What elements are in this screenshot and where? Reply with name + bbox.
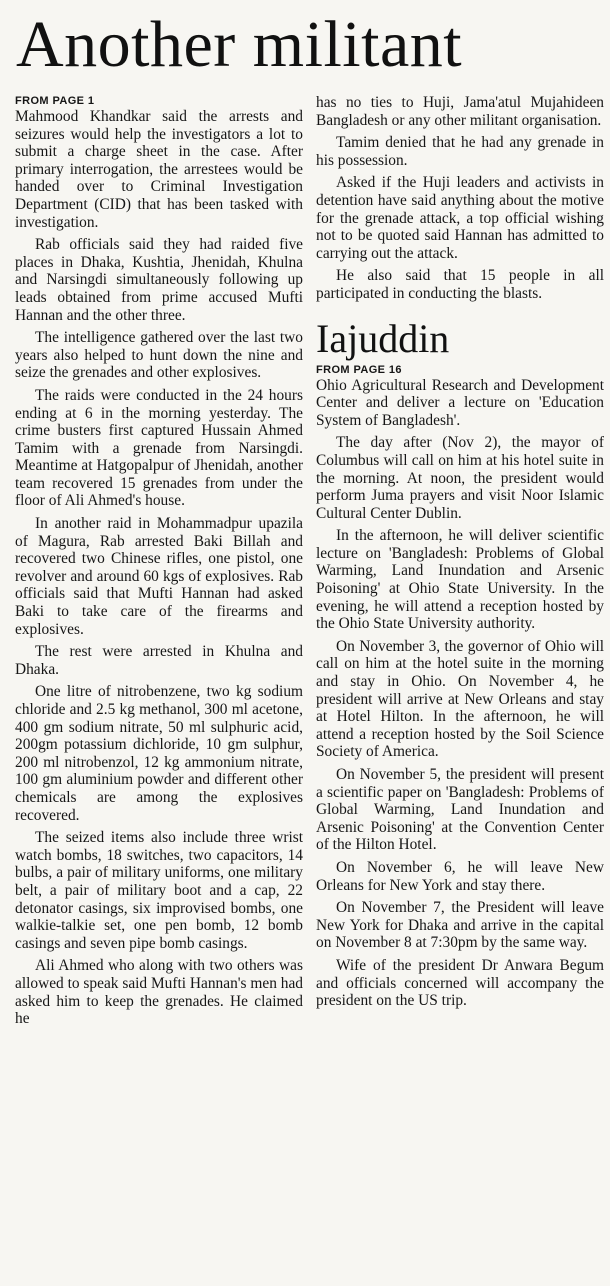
article-continuation: has no ties to Huji, Jama'atul Mujahideen Bangladesh or any other militant organisation. [316, 94, 604, 129]
article-paragraph: He also said that 15 people in all participated in conducting the blasts. [316, 267, 604, 302]
jump-kicker: FROM PAGE 16 [316, 363, 402, 376]
article-paragraph: On November 3, the governor of Ohio will call on him at the hotel suite in the morning and stay in Ohio. On November 4, he president will arrive at New Orleans and stay at Hotel Hilton. In the afternoon, he will attend a reception hosted by the Soil Science Society of America. [316, 637, 604, 761]
article-paragraph: Asked if the Huji leaders and activists in detention have said anything about the motive for the grenade attack, a top official wishing not to be quoted said Hannan has admitted to carrying out the attack. [316, 174, 604, 262]
left-column [15, 94, 303, 1033]
jump-kicker: FROM PAGE 1 [15, 95, 95, 107]
article-paragraph: Wife of the president Dr Anwara Begum and officials concerned will accompany the president on the US trip. [316, 956, 604, 1010]
headline: Another militant [16, 8, 463, 81]
article-paragraph: In the afternoon, he will deliver scientific lecture on 'Bangladesh: Problems of Global Warming, Land Inundation and Arsenic Poisoning' at Ohio State University. In the evening, he will attend a reception hosted by the Ohio State University authority. [316, 527, 604, 633]
article-paragraph: One litre of nitrobenzene, two kg sodium chloride and 2.5 kg methanol, 300 ml acetone, 400 gm sodium nitrate, 50 ml sulphuric acid, 200gm potassium dichloride, 10 gm sulphur, 200 ml nitrobenzol, 12 kg ammonium nitrate, 100 gm aluminium powder and different other chemicals are among the explosives recovered. [15, 683, 303, 824]
article-paragraph: The day after (Nov 2), the mayor of Columbus will call on him at his hotel suite in the morning. At noon, the president would perform Juma prayers and visit Noor Islamic Cultural Center Dublin. [316, 434, 604, 522]
article-paragraph: In another raid in Mohammadpur upazila of Magura, Rab arrested Baki Billah and recovered two Chinese rifles, one pistol, one revolver and around 60 kgs of explosives. Rab officials said that Mufti Hannan had asked Baki to take care of the firearms and explosives. [15, 515, 303, 638]
right-column [316, 94, 604, 1015]
article-paragraph: The seized items also include three wrist watch bombs, 18 switches, two capacitors, 14 bulbs, a pair of military uniforms, one military belt, a pair of military boot and a cap, 22 detonator casings, six improvised bombs, one walkie-talkie set, one pen bomb, 12 bomb casings and seven pipe bomb casings. [15, 829, 303, 952]
article-continuation: Ohio Agricultural Research and Development Center and deliver a lecture on 'Education System of Bangladesh'. [316, 376, 604, 429]
article-paragraph: Tamim denied that he had any grenade in his possession. [316, 134, 604, 169]
article-paragraph: On November 5, the president will present a scientific paper on 'Bangladesh: Problems of Global Warming, Land Inundation and Arsenic Poisoning' at the Convention Center of the Hilton Hotel. [316, 766, 604, 854]
article-paragraph: On November 6, he will leave New Orleans for New York and stay there. [316, 858, 604, 894]
article-paragraph: Rab officials said they had raided five places in Dhaka, Kushtia, Jhenidah, Khulna and Narsingdi simultaneously following up leads obtained from prime accused Mufti Hannan and the other three. [15, 236, 303, 324]
article-paragraph: The rest were arrested in Khulna and Dhaka. [15, 643, 303, 678]
article-paragraph: The intelligence gathered over the last two years also helped to hunt down the nine and seize the grenades and other explosives. [15, 329, 303, 382]
article-paragraph: Ali Ahmed who along with two others was allowed to speak said Mufti Hannan's men had asked him to keep the grenades. He claimed he [15, 957, 303, 1028]
article-paragraph: The raids were conducted in the 24 hours ending at 6 in the morning yesterday. The crime busters first captured Hussain Ahmed Tamim with a grenade from Narsingdi. Meantime at Hatgopalpur of Jhenidah, another team recovered 15 grenades from under the floor of Ali Ahmed's house. [15, 386, 303, 510]
article-paragraph: On November 7, the President will leave New York for Dhaka and arrive in the capital on November 8 at 7:30pm by the same way. [316, 899, 604, 952]
story-subhead: Iajuddin [316, 315, 450, 361]
article-paragraph: Mahmood Khandkar said the arrests and seizures would help the investigators a lot to submit a charge sheet in the case. After primary interrogation, the arrestees would be handed over to Criminal Investigation Department (CID) that has been tasked with investigation. [15, 108, 303, 231]
